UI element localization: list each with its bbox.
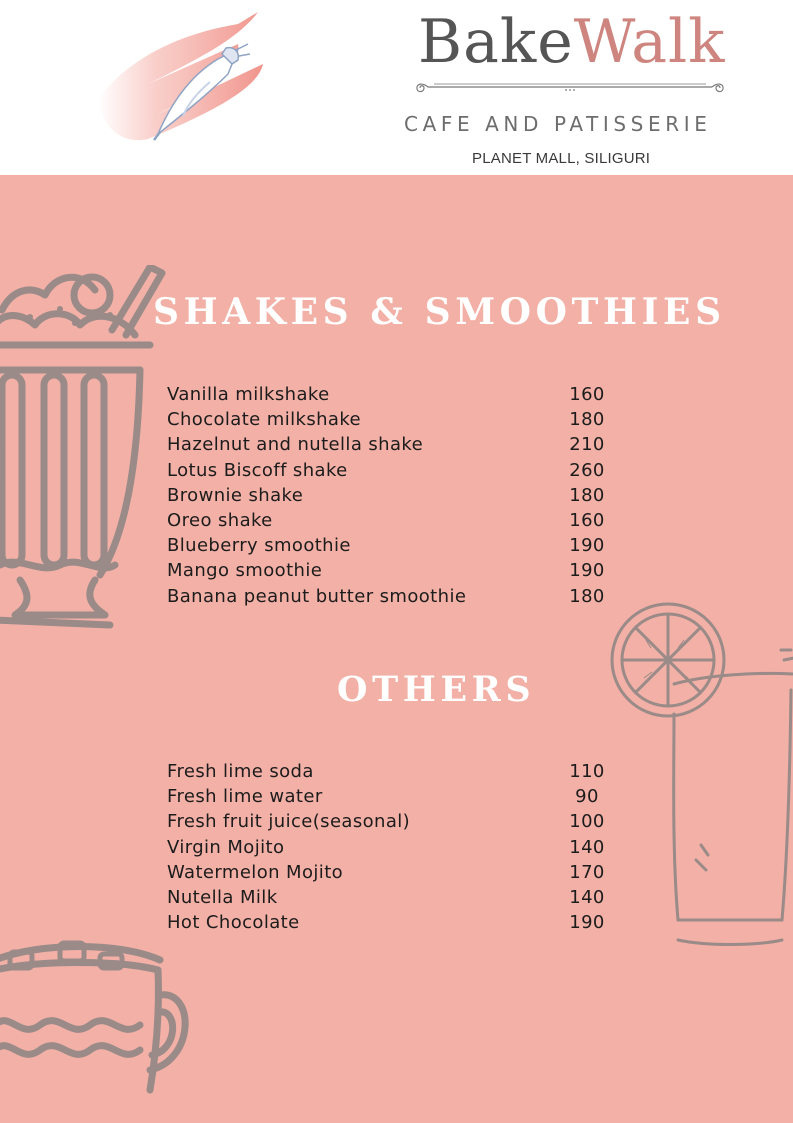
menu-item-price: 170 — [569, 861, 605, 883]
menu-header — [0, 0, 793, 175]
menu-item-name: Banana peanut butter smoothie — [167, 585, 467, 607]
menu-item — [167, 558, 617, 583]
menu-item-price: 210 — [569, 434, 605, 456]
menu-item-name: Fresh lime water — [167, 786, 323, 808]
menu-item-price: 180 — [569, 484, 605, 506]
menu-item-name: Fresh lime soda — [167, 761, 314, 782]
menu-item — [167, 885, 617, 910]
menu-item — [167, 407, 617, 432]
menu-item-price: 160 — [569, 509, 605, 531]
menu-item-name: Watermelon Mojito — [167, 861, 344, 883]
menu-item — [167, 759, 617, 784]
menu-item-name: Lotus Biscoff shake — [167, 459, 348, 481]
piping-bag-icon — [88, 4, 288, 154]
menu-item-price: 260 — [569, 459, 605, 481]
menu-item — [167, 860, 617, 885]
menu-item-price: 160 — [569, 384, 605, 405]
brand-name — [418, 6, 738, 78]
menu-item — [167, 835, 617, 860]
brand-name-bake: Bake — [418, 7, 574, 77]
menu-item-name: Fresh fruit juice(seasonal) — [167, 811, 411, 833]
menu-item-name: Oreo shake — [167, 509, 273, 531]
menu-item-name: Vanilla milkshake — [167, 384, 330, 405]
menu-item — [167, 483, 617, 508]
menu-item-price: 140 — [569, 836, 605, 858]
menu-item — [167, 584, 617, 609]
menu-item-name: Hot Chocolate — [167, 912, 300, 934]
divider-ornament-icon — [414, 76, 726, 100]
shakes-smoothies-list — [167, 382, 617, 609]
section-title-others: OTHERS — [337, 669, 536, 710]
menu-item-price: 190 — [569, 560, 605, 582]
menu-item-price: 190 — [569, 535, 605, 557]
lime-soda-glass-icon — [606, 600, 793, 960]
menu-item — [167, 432, 617, 457]
menu-item — [167, 784, 617, 809]
brand-name-walk: Walk — [573, 7, 726, 77]
menu-item-price: 180 — [569, 585, 605, 607]
milkshake-glass-icon — [0, 265, 170, 645]
menu-item-price: 180 — [569, 409, 605, 431]
menu-body — [0, 175, 793, 1123]
menu-item — [167, 809, 617, 834]
menu-item-price: 100 — [569, 811, 605, 833]
menu-item — [167, 910, 617, 935]
brand-location: PLANET MALL, SILIGURI — [472, 150, 651, 167]
menu-item — [167, 458, 617, 483]
others-list — [167, 759, 617, 935]
menu-item — [167, 508, 617, 533]
menu-item — [167, 382, 617, 407]
menu-item-name: Blueberry smoothie — [167, 535, 351, 557]
menu-item-name: Hazelnut and nutella shake — [167, 434, 424, 456]
menu-item — [167, 533, 617, 558]
section-title-shakes-smoothies: SHAKES & SMOOTHIES — [153, 291, 726, 333]
menu-item-name: Virgin Mojito — [167, 836, 285, 858]
menu-item-name: Brownie shake — [167, 484, 304, 506]
menu-item-name: Nutella Milk — [167, 886, 278, 908]
hot-chocolate-mug-icon — [0, 940, 200, 1123]
menu-item-price: 110 — [569, 761, 605, 782]
menu-item-price: 190 — [569, 912, 605, 934]
brand-tagline: CAFE AND PATISSERIE — [404, 112, 712, 136]
menu-item-name: Chocolate milkshake — [167, 409, 362, 431]
menu-item-price: 140 — [569, 886, 605, 908]
menu-item-name: Mango smoothie — [167, 560, 323, 582]
menu-item-price: 90 — [575, 786, 599, 808]
